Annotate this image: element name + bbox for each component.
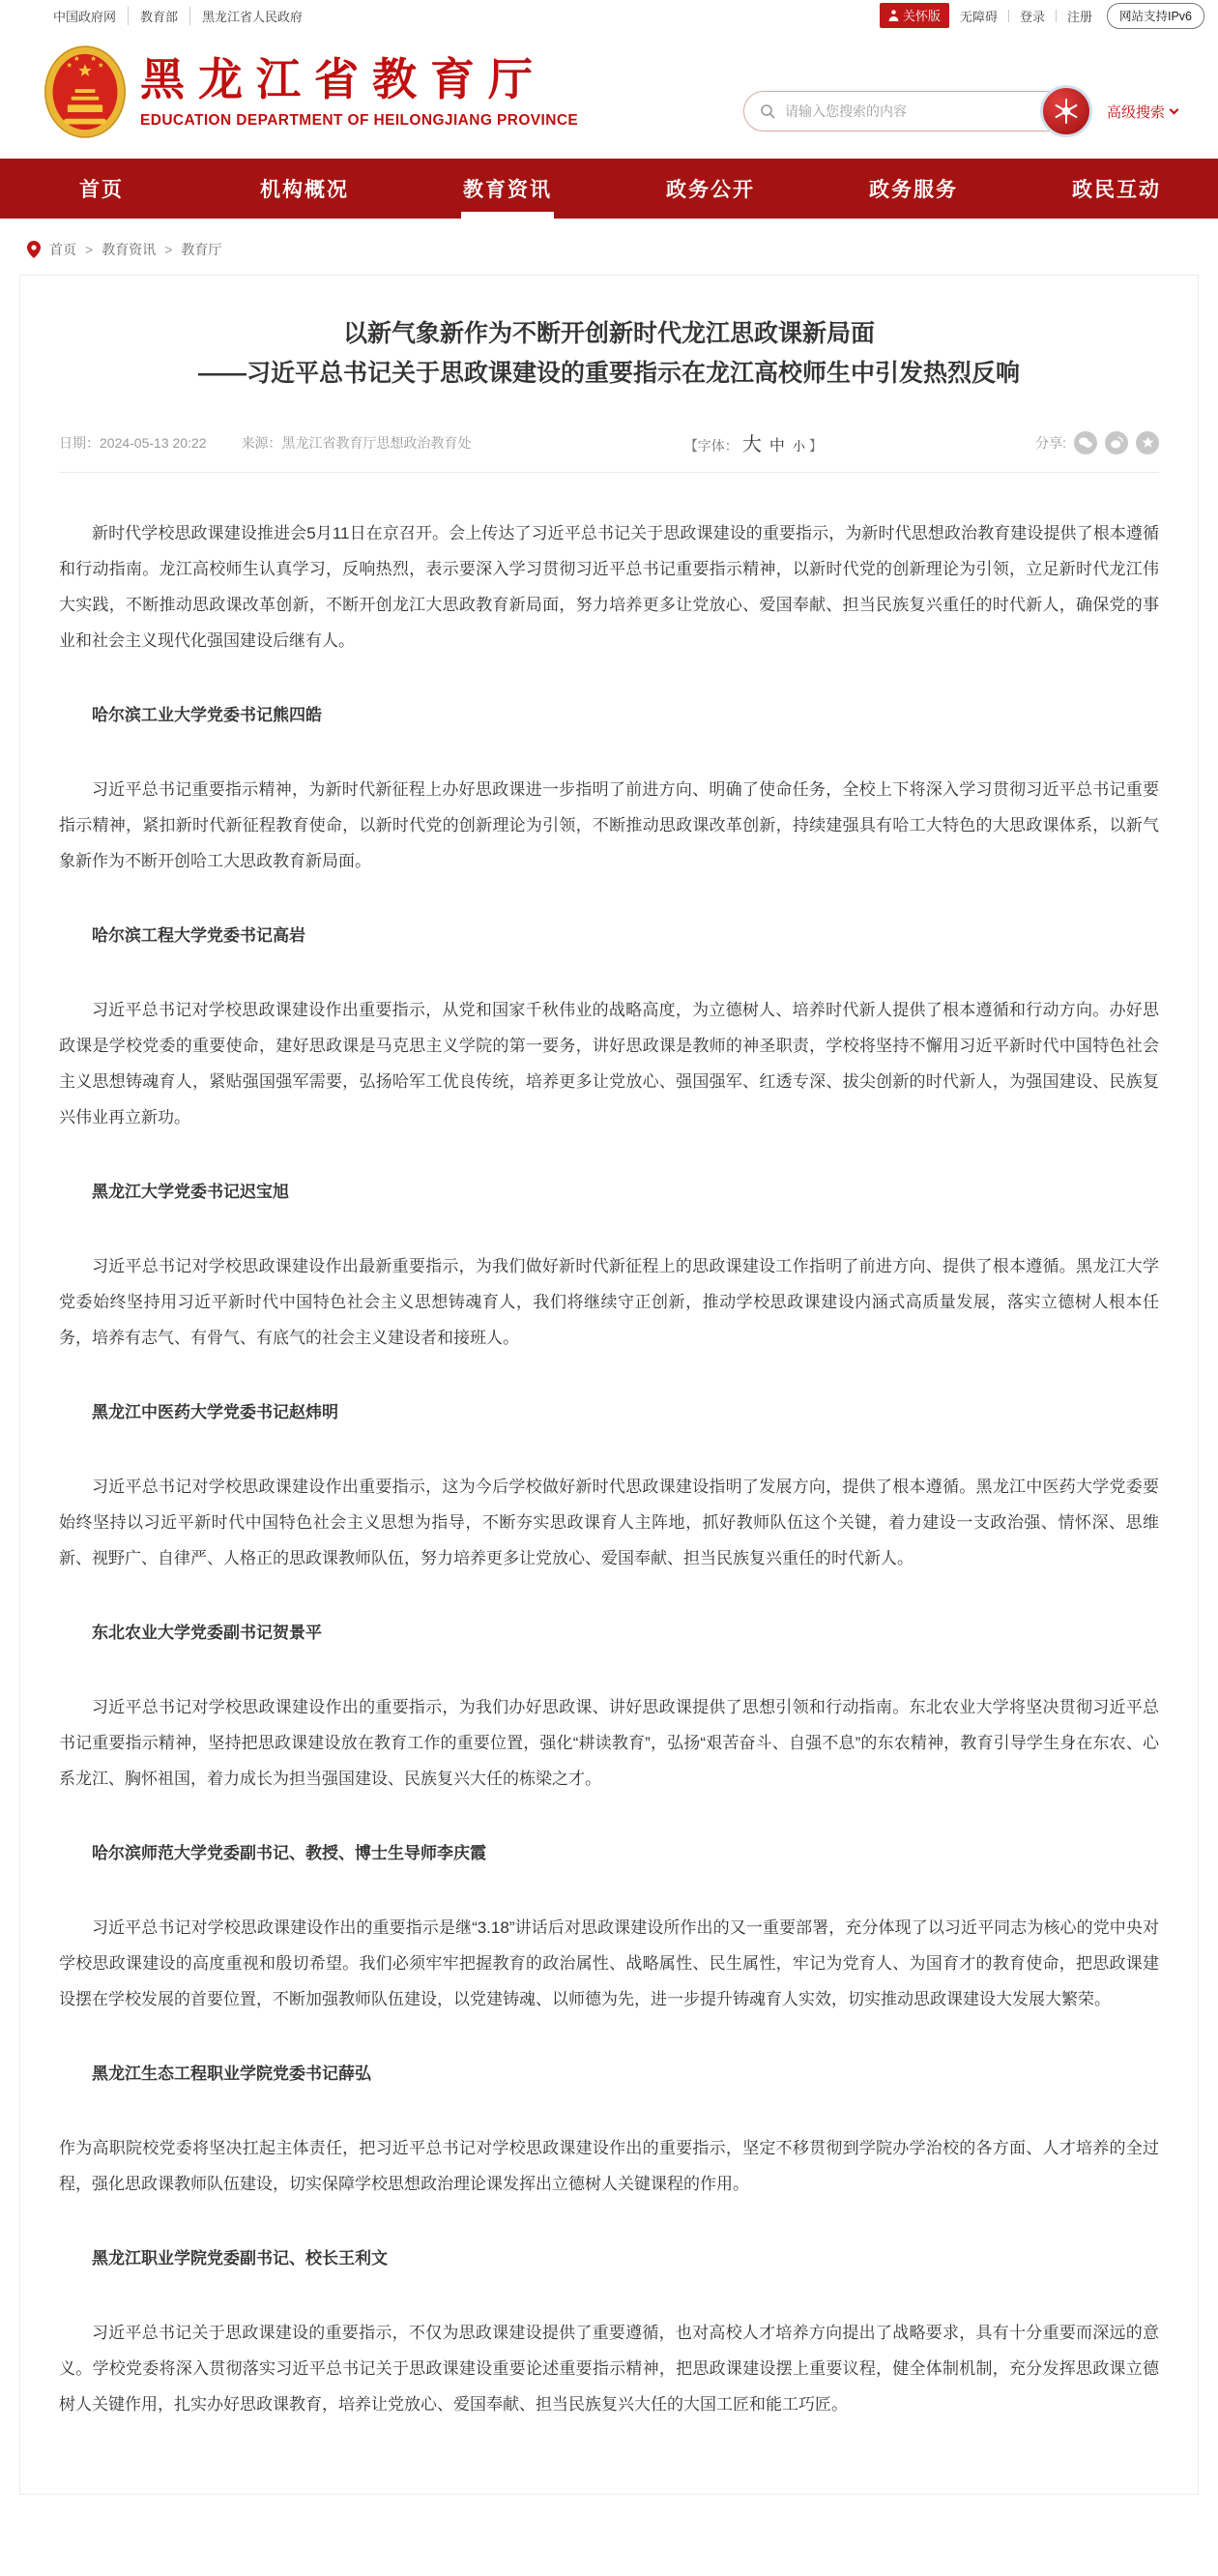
gov-link[interactable]: 黑龙江省人民政府 — [189, 7, 303, 25]
care-version-button[interactable] — [880, 3, 949, 28]
section-heading: 黑龙江生态工程职业学院党委书记薛弘 — [92, 2064, 371, 2083]
breadcrumb-items — [49, 240, 221, 259]
register-link[interactable]: 注册 — [1066, 9, 1092, 24]
section-paragraph: 习近平总书记关于思政课建设的重要指示，不仅为思政课建设提供了重要遵循，也对高校人才培养方向提出了战略要求，具有十分重要而深远的意义。学校党委将深入贯彻落实习近平总书记关于思政课建设重要论述重要指示精神，把思政课建设摆上重要议程，健全体制机制，充分发挥思政课立德树人关键作用，扎实办好思政课教育，培养让党放心、爱国奉献、担当民族复兴大任的大国工匠和能工巧匠。 — [59, 2324, 1159, 2414]
date-label: 日期： — [59, 434, 100, 451]
source-label: 来源： — [241, 434, 282, 451]
share-label: 分享: — [1035, 434, 1066, 451]
chevron-down-icon — [1170, 104, 1179, 114]
utility-links — [880, 3, 1204, 29]
search-box — [743, 91, 1089, 132]
national-emblem-icon — [44, 44, 127, 139]
main-nav — [0, 159, 1218, 219]
font-control-suffix: 】 — [808, 438, 823, 454]
breadcrumb-item: 教育厅 — [181, 242, 222, 257]
font-size-option[interactable]: 中 — [768, 438, 785, 454]
section-heading: 黑龙江职业学院党委副书记、校长王利文 — [92, 2249, 388, 2268]
section-paragraph: 习近平总书记对学校思政课建设作出的重要指示，为我们办好思政课、讲好思政课提供了思想引领和行动指南。东北农业大学将坚决贯彻习近平总书记重要指示精神，坚持把思政课建设放在教育工作的重要位置，强化“耕读教育”，弘扬“艰苦奋斗、自强不息”的东农精神，教育引导学生身在东农、心系龙江、胸怀祖国，着力成长为担当强国建设、民族复兴大任的栋梁之才。 — [59, 1698, 1159, 1788]
top-utility-bar — [0, 0, 1218, 31]
site-header — [0, 31, 1218, 159]
font-size-options — [739, 428, 809, 456]
section-paragraph: 习近平总书记重要指示精神，为新时代新征程上办好思政课进一步指明了前进方向、明确了使命任务，全校上下将深入学习贯彻习近平总书记重要指示精神，紧扣新时代新征程教育使命，以新时代党的创新理论为引领，不断推动思政课改革创新，持续建强具有哈工大特色的大思政课体系，以新气象新作为不断开创哈工大思政教育新局面。 — [59, 780, 1159, 870]
section-paragraph: 习近平总书记对学校思政课建设作出重要指示，这为今后学校做好新时代思政课建设指明了发展方向，提供了根本遵循。黑龙江中医药大学党委要始终坚持以习近平新时代中国特色社会主义思想为指导，不断夯实思政课育人主阵地，抓好教师队伍这个关键，着力建设一支政治强、情怀深、思维新、视野广、自律严、人格正的思政课教师队伍，努力培养更多让党放心、爱国奉献、担当民族复兴重任的时代新人。 — [59, 1478, 1159, 1567]
article-title-line2: ——习近平总书记关于思政课建设的重要指示在龙江高校师生中引发热烈反响 — [197, 360, 1020, 387]
advanced-search-label: 高级搜索 — [1106, 103, 1165, 121]
nav-item[interactable]: 政务服务 — [869, 179, 958, 201]
advanced-search-button[interactable] — [1107, 102, 1177, 122]
article-section — [59, 515, 1159, 659]
font-size-option[interactable]: 小 — [792, 439, 805, 454]
search-icon — [760, 103, 775, 119]
section-paragraph: 新时代学校思政课建设推进会5月11日在京召开。会上传达了习近平总书记关于思政课建设的重要指示，为新时代思想政治教育建设提供了根本遵循和行动指南。龙江高校师生认真学习，反响热烈，表示要深入学习贯彻习近平总书记重要指示精神，以新时代党的创新理论为引领，立足新时代龙江伟大实践，不断推动思政课改革创新，不断开创龙江大思政教育新局面，努力培养更多让党放心、爱国奉献、担当民族复兴重任的时代新人，确保党的事业和社会主义现代化强国建设后继有人。 — [59, 524, 1159, 650]
breadcrumb-item[interactable]: 首页 — [49, 242, 76, 257]
article-card — [19, 275, 1199, 2495]
date-value: 2024-05-13 20:22 — [100, 434, 207, 451]
share-bar — [1035, 431, 1159, 454]
section-heading: 哈尔滨工业大学党委书记熊四皓 — [92, 706, 322, 724]
share-favorite-icon[interactable] — [1136, 431, 1159, 454]
breadcrumb-separator: > — [164, 242, 173, 257]
font-size-option[interactable]: 大 — [741, 434, 762, 455]
site-title: 黑龙江省教育厅 — [140, 53, 546, 104]
accessibility-link[interactable]: 无障碍 — [959, 9, 998, 24]
section-paragraph: 习近平总书记对学校思政课建设作出重要指示，从党和国家千秋伟业的战略高度，为立德树人、培养时代新人提供了根本遵循和行动方向。办好思政课是学校党委的重要使命，建好思政课是马克思主义学院的第一要务，讲好思政课是教师的神圣职责，学校将坚持不懈用习近平新时代中国特色社会主义思想铸魂育人，紧贴强国强军需要，弘扬哈军工优良传统，培养更多让党放心、强国强军、红透专深、拔尖创新的时代新人，为强国建设、民族复兴伟业再立新功。 — [59, 1001, 1159, 1127]
search-submit-button[interactable] — [1040, 85, 1092, 137]
login-link[interactable]: 登录 — [1019, 9, 1045, 24]
gov-link[interactable]: 教育部 — [128, 7, 178, 25]
meta-left — [59, 433, 472, 453]
nav-item[interactable]: 教育资讯 — [406, 159, 609, 219]
section-paragraph: 习近平总书记对学校思政课建设作出的重要指示是继“3.18”讲话后对思政课建设所作出的又一重要部署，充分体现了以习近平同志为核心的党中央对学校思政课建设的高度重视和殷切希望。我们必须牢牢把握教育的政治属性、战略属性、民生属性，牢记为党育人、为国育才的教育使命，把思政课建设摆在学校发展的首要位置，不断加强教师队伍建设，以党建铸魂、以师德为先，进一步提升铸魂育人实效，切实推动思政课建设大发展大繁荣。 — [59, 1918, 1159, 2008]
article-title — [59, 314, 1159, 394]
section-paragraph: 习近平总书记对学校思政课建设作出最新重要指示，为我们做好新时代新征程上的思政课建设工作指明了前进方向、提供了根本遵循。黑龙江大学党委始终坚持用习近平新时代中国特色社会主义思想铸魂育人，我们将继续守正创新，推动学校思政课建设内涵式高质量发展，落实立德树人根本任务，培养有志气、有骨气、有底气的社会主义建设者和接班人。 — [59, 1257, 1159, 1347]
font-size-control — [684, 428, 823, 456]
search-input[interactable] — [783, 102, 1027, 120]
article-title-line1: 以新气象新作为不断开创新时代龙江思政课新局面 — [342, 320, 875, 347]
care-version-label: 关怀版 — [902, 9, 941, 23]
article-section — [59, 2056, 1159, 2202]
share-wechat-icon[interactable] — [1074, 431, 1097, 454]
article-section — [59, 2240, 1159, 2422]
article-section — [59, 1174, 1159, 1356]
font-control-prefix: 【字体： — [683, 438, 739, 454]
ipv6-badge[interactable]: 网站支持IPv6 — [1107, 3, 1204, 29]
snowflake-icon — [1053, 98, 1080, 125]
article-body — [59, 473, 1159, 2480]
person-icon — [888, 10, 899, 21]
breadcrumb — [0, 219, 1218, 271]
site-logo-link[interactable] — [44, 44, 578, 139]
nav-item[interactable]: 政民互动 — [1072, 179, 1161, 201]
section-heading: 黑龙江大学党委书记迟宝旭 — [92, 1183, 289, 1201]
location-pin-icon — [27, 241, 41, 258]
section-heading: 哈尔滨工程大学党委书记高岩 — [92, 926, 305, 945]
site-subtitle: EDUCATION DEPARTMENT OF HEILONGJIANG PROVINCE — [140, 112, 579, 130]
nav-item[interactable]: 首页 — [79, 179, 124, 201]
article-meta — [59, 428, 1159, 456]
article-section — [59, 1394, 1159, 1576]
breadcrumb-separator: > — [85, 242, 94, 257]
share-weibo-icon[interactable] — [1105, 431, 1128, 454]
section-heading: 东北农业大学党委副书记贺景平 — [92, 1624, 322, 1642]
section-heading: 哈尔滨师范大学党委副书记、教授、博士生导师李庆霞 — [92, 1844, 486, 1862]
source-value: 黑龙江省教育厅思想政治教育处 — [281, 434, 472, 451]
article-section — [59, 1835, 1159, 2017]
section-paragraph: 作为高职院校党委将坚决扛起主体责任，把习近平总书记对学校思政课建设作出的重要指示，坚定不移贯彻到学院办学治校的各方面、人才培养的全过程，强化思政课教师队伍建设，切实保障学校思想政治理论课发挥出立德树人关键课程的作用。 — [59, 2139, 1159, 2193]
divider — [1008, 10, 1009, 22]
gov-links — [53, 7, 303, 25]
breadcrumb-item[interactable]: 教育资讯 — [102, 242, 157, 257]
divider — [1056, 10, 1057, 22]
article-section — [59, 918, 1159, 1135]
article-date — [59, 433, 207, 453]
brand-text — [140, 54, 578, 131]
nav-item[interactable]: 机构概况 — [260, 179, 349, 201]
section-heading: 黑龙江中医药大学党委书记赵炜明 — [92, 1403, 338, 1421]
article-source — [242, 433, 472, 453]
search-zone — [743, 91, 1177, 132]
gov-link[interactable]: 中国政府网 — [53, 9, 117, 24]
article-section — [59, 697, 1159, 879]
article-section — [59, 1615, 1159, 1797]
nav-item[interactable]: 政务公开 — [666, 179, 755, 201]
